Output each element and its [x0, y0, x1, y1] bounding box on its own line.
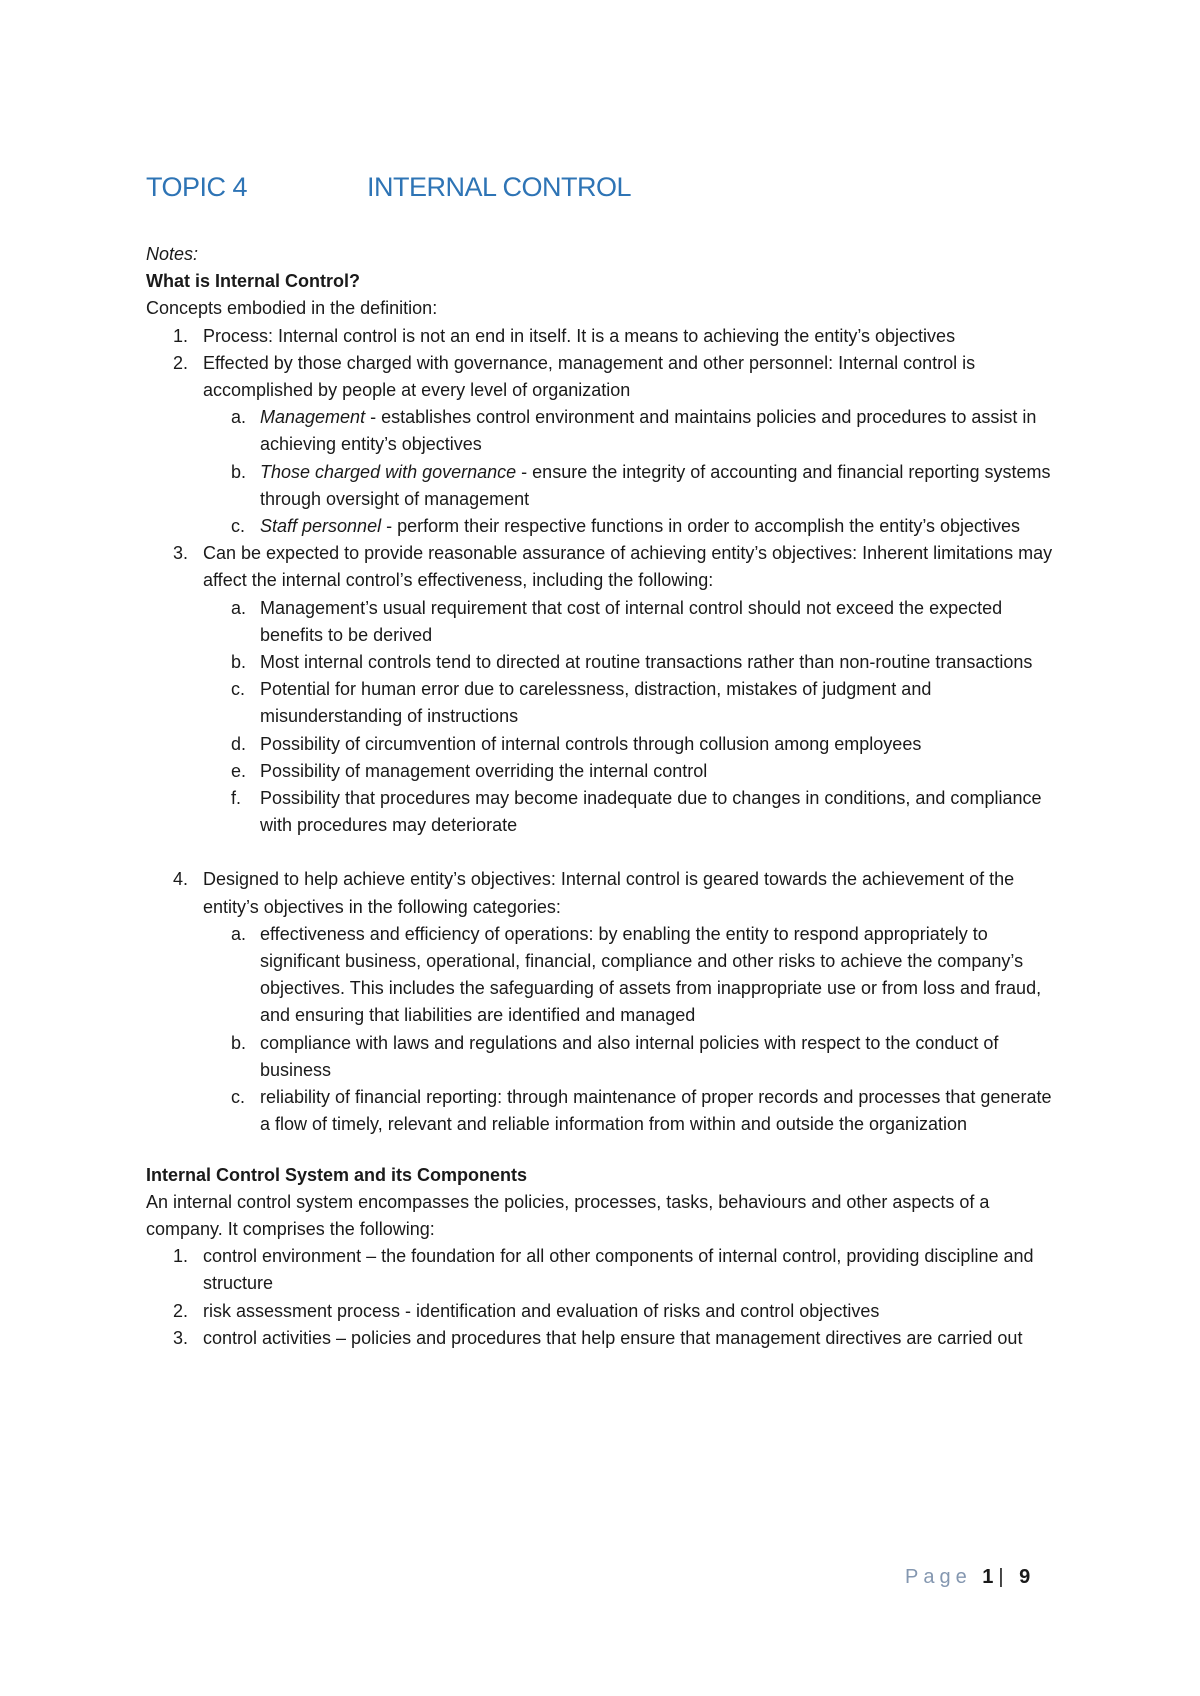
- sub-list-item: [146, 1084, 1066, 1138]
- sub-list: [203, 921, 1066, 1139]
- components-list: [146, 1243, 1066, 1352]
- section-intro: Concepts embodied in the definition:: [146, 298, 438, 319]
- sub-list-item: [146, 459, 1066, 513]
- page-total: 9: [1019, 1566, 1036, 1588]
- sub-list-item: [146, 649, 1066, 676]
- list-number: 4.: [173, 869, 189, 890]
- sub-list-item: [146, 676, 1066, 730]
- page-title: [146, 172, 631, 203]
- sub-list-item: [146, 731, 1066, 758]
- list-item: [146, 1298, 1066, 1325]
- page-footer: [905, 1566, 1035, 1589]
- sub-list-emphasis: Management: [260, 407, 366, 428]
- sub-list-item: [146, 785, 1066, 839]
- sub-list-letter: c.: [231, 516, 246, 537]
- list-item: [146, 540, 1066, 839]
- list-item: [146, 323, 1066, 350]
- section-heading: What is Internal Control?: [146, 271, 360, 292]
- sub-list-text: Most internal controls tend to directed at routine transactions rather than non-routine transactions: [260, 652, 1033, 673]
- sub-list-text: Possibility that procedures may become inadequate due to changes in conditions, and compliance with procedures may deteriorate: [260, 788, 1042, 836]
- sub-list-letter: b.: [231, 1032, 247, 1053]
- spacer: [146, 1139, 1066, 1162]
- list-number: 2.: [173, 1300, 189, 1321]
- sub-list-letter: b.: [231, 652, 247, 673]
- sub-list-letter: a.: [231, 923, 247, 944]
- list-number: 3.: [173, 543, 189, 564]
- list-number: 2.: [173, 352, 189, 373]
- sub-list-letter: e.: [231, 760, 247, 781]
- notes-label: Notes:: [146, 244, 199, 264]
- sub-list-letter: b.: [231, 461, 247, 482]
- sub-list-item: [146, 595, 1066, 649]
- page-label: Page: [905, 1566, 972, 1588]
- sub-list-text: - perform their respective functions in order to accomplish the entity’s objectives: [381, 516, 1021, 537]
- sub-list-text: - ensure the integrity of accounting and financial reporting systems through oversight of management: [260, 461, 1051, 509]
- sub-list-text: Possibility of management overriding the internal control: [260, 760, 708, 781]
- list-item: [146, 866, 1066, 1138]
- sub-list-letter: a.: [231, 597, 247, 618]
- section-heading: Internal Control System and its Components: [146, 1164, 528, 1185]
- list-number: 1.: [173, 325, 189, 346]
- list-item-text: Process: Internal control is not an end in itself. It is a means to achieving the entity’s objectives: [203, 325, 956, 346]
- page-separator: |: [998, 1566, 1009, 1588]
- sub-list-letter: c.: [231, 1087, 246, 1108]
- concepts-list: [146, 323, 1066, 840]
- sub-list-item: [146, 404, 1066, 458]
- sub-list-letter: f.: [231, 788, 242, 809]
- page-current: 1: [982, 1566, 999, 1588]
- sub-list-emphasis: Staff personnel: [260, 516, 382, 537]
- list-item-text: control environment – the foundation for all other components of internal control, providing discipline and structure: [203, 1246, 1034, 1294]
- topic-subject: INTERNAL CONTROL: [367, 172, 632, 202]
- list-item-text: risk assessment process - identification and evaluation of risks and control objectives: [203, 1300, 880, 1321]
- list-item-text: Can be expected to provide reasonable assurance of achieving entity’s objectives: Inherent limitations may affect the internal control’s effectiveness, including the following:: [203, 543, 1053, 591]
- sub-list-item: [146, 921, 1066, 1030]
- sub-list-item: [146, 1030, 1066, 1084]
- sub-list-emphasis: Those charged with governance: [260, 461, 517, 482]
- list-number: 1.: [173, 1246, 189, 1267]
- sub-list-text: reliability of financial reporting: through maintenance of proper records and processes that generate a flow of timely, relevant and reliable information from within and outside the organization: [260, 1087, 1052, 1135]
- sub-list-letter: d.: [231, 733, 247, 754]
- sub-list-item: [146, 513, 1066, 540]
- sub-list: [203, 595, 1066, 840]
- sub-list-text: effectiveness and efficiency of operations: by enabling the entity to respond appropriately to significant business, operational, financial, compliance and other risks to achieve the company’s objectives. This includes the safeguarding of assets from inappropriate use or from loss and fraud, and ensuring that liabilities are identified and managed: [260, 923, 1042, 1026]
- sub-list-letter: c.: [231, 679, 246, 700]
- sub-list-text: Possibility of circumvention of internal controls through collusion among employees: [260, 733, 922, 754]
- sub-list-text: compliance with laws and regulations and also internal policies with respect to the conduct of business: [260, 1032, 999, 1080]
- document-body: [146, 241, 1066, 1352]
- sub-list-text: - establishes control environment and maintains policies and procedures to assist in achieving entity’s objectives: [260, 407, 1037, 455]
- list-item-text: Effected by those charged with governance, management and other personnel: Internal control is accomplished by people at every level of organization: [203, 352, 976, 401]
- sub-list-text: Management’s usual requirement that cost of internal control should not exceed the expected benefits to be derived: [260, 597, 1003, 645]
- topic-number: TOPIC 4: [146, 172, 248, 202]
- sub-list-item: [146, 758, 1066, 785]
- sub-list: [203, 404, 1066, 540]
- concepts-list-continued: [146, 866, 1066, 1138]
- list-item-text: control activities – policies and procedures that help ensure that management directives are carried out: [203, 1327, 1023, 1348]
- spacer: [146, 839, 1066, 866]
- list-number: 3.: [173, 1327, 189, 1348]
- sub-list-text: Potential for human error due to carelessness, distraction, mistakes of judgment and misunderstanding of instructions: [260, 679, 932, 727]
- list-item-text: Designed to help achieve entity’s objectives: Internal control is geared towards the achievement of the entity’s objectives in the following categories:: [203, 869, 1015, 917]
- list-item: [146, 350, 1066, 540]
- list-item: [146, 1243, 1066, 1297]
- list-item: [146, 1325, 1066, 1352]
- sub-list-letter: a.: [231, 407, 247, 428]
- section-intro: An internal control system encompasses the policies, processes, tasks, behaviours and other aspects of a company. It comprises the following:: [146, 1191, 990, 1239]
